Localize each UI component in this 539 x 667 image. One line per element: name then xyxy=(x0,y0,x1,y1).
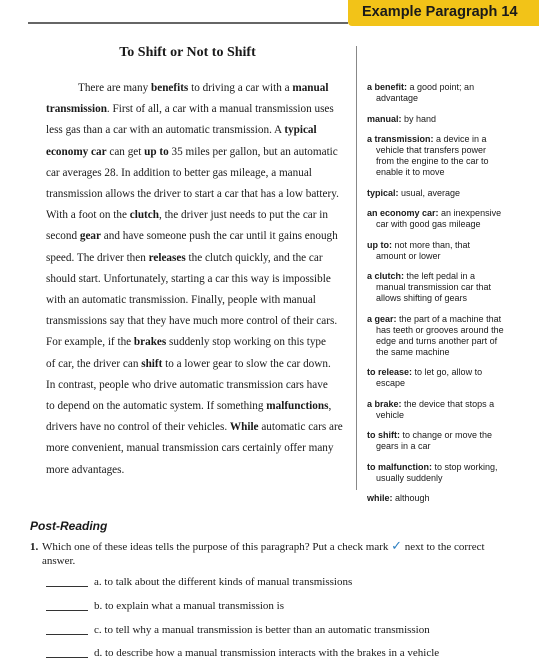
glossary-line xyxy=(367,93,537,104)
glossary-line xyxy=(367,82,537,93)
header-tab xyxy=(348,0,539,26)
glossary-definition: advantage xyxy=(376,93,419,103)
glossary-term: a benefit: xyxy=(367,82,408,92)
glossary-entry xyxy=(367,114,537,125)
glossary-definition: vehicle that transfers power xyxy=(376,145,487,155)
glossary-line xyxy=(367,188,537,199)
glossary-line xyxy=(367,240,537,251)
vocab-term: shift xyxy=(141,357,163,370)
glossary-entry xyxy=(367,271,537,304)
glossary-definition: not more than, that xyxy=(392,239,471,250)
glossary-line xyxy=(367,271,537,282)
glossary-definition: amount or lower xyxy=(376,250,441,261)
glossary-line xyxy=(367,441,537,452)
paragraph-line: For example, if the brakes suddenly stop working on this type xyxy=(46,336,326,349)
column-divider xyxy=(356,46,357,490)
question-text-before: Which one of these ideas tells the purpose of this paragraph? Put a check mark xyxy=(42,541,392,553)
vocab-term: clutch xyxy=(129,209,159,222)
glossary-term: while: xyxy=(367,493,393,503)
glossary-definition: a good point; an xyxy=(407,82,475,92)
glossary-entry xyxy=(367,462,537,484)
answer-blank[interactable] xyxy=(46,634,88,635)
answer-option xyxy=(46,647,526,661)
paragraph-line: In contrast, people who drive automatic transmission cars have xyxy=(46,378,328,391)
vocab-term: manual xyxy=(292,82,329,94)
paragraph-line: of car, the driver can shift to a lower gear to slow the car down. xyxy=(46,357,331,370)
answer-option xyxy=(46,576,526,590)
question-number: 1. xyxy=(30,541,39,553)
vocab-term: up to xyxy=(144,145,169,158)
glossary-entry xyxy=(367,430,537,452)
answer-option-text: a. to talk about the different kinds of manual transmissions xyxy=(94,576,353,588)
glossary-line xyxy=(367,156,537,167)
glossary-definition: to stop working, xyxy=(432,461,498,472)
glossary-line xyxy=(367,145,537,156)
glossary-definition: to let go, allow to xyxy=(412,367,483,377)
paragraph-line: economy car can get up to 35 miles per gallon, but an automatic xyxy=(46,145,338,158)
glossary-line xyxy=(367,367,537,378)
answer-blank[interactable] xyxy=(46,610,88,611)
glossary-definition: the part of a machine that xyxy=(396,313,502,324)
glossary-definition: has teeth or grooves around the xyxy=(376,324,504,335)
header-rule xyxy=(28,22,348,24)
glossary-definition: to change or move the xyxy=(400,430,493,440)
glossary-term: typical: xyxy=(367,187,399,198)
paragraph-line: transmission. First of all, a car with a manual transmission uses xyxy=(46,103,334,116)
glossary-term: a clutch: xyxy=(367,271,405,281)
paragraph-line: to depend on the automatic system. If something malfunctions, xyxy=(46,400,332,413)
vocab-term: releases xyxy=(148,251,186,264)
glossary-definition: usual, average xyxy=(398,187,461,198)
answer-option xyxy=(46,600,526,614)
glossary-entry xyxy=(367,188,537,199)
paragraph-line: drivers have no control of their vehicles. While automatic cars are xyxy=(46,421,343,434)
glossary-line xyxy=(367,251,537,262)
glossary-entry xyxy=(367,82,537,104)
glossary-line xyxy=(367,473,537,484)
glossary-definition: the left pedal in a xyxy=(404,271,476,281)
glossary-term: to malfunction: xyxy=(367,461,432,472)
glossary-line xyxy=(367,399,537,410)
question-text-after: next to the correct xyxy=(402,541,485,553)
glossary-line xyxy=(367,167,537,178)
article-title: To Shift or Not to Shift xyxy=(119,45,256,60)
vocab-term: typical xyxy=(284,124,317,137)
glossary-definition: manual transmission car that xyxy=(376,282,492,292)
glossary-definition: car with good gas mileage xyxy=(376,219,481,229)
glossary-definition: by hand xyxy=(401,113,437,124)
glossary-entry xyxy=(367,314,537,358)
glossary-line xyxy=(367,134,537,145)
paragraph-line: should start. Unfortunately, starting a car this way is impossible xyxy=(46,272,331,285)
vocab-term: malfunctions xyxy=(266,400,329,413)
glossary-definition: an inexpensive xyxy=(438,208,502,218)
glossary xyxy=(367,82,537,514)
glossary-entry xyxy=(367,134,537,178)
glossary-definition: from the engine to the car to xyxy=(376,156,489,166)
glossary-term: a gear: xyxy=(367,313,397,324)
glossary-definition: the same machine xyxy=(376,346,450,357)
glossary-line xyxy=(367,293,537,304)
paragraph-line: with an automatic transmission. Finally, people with manual xyxy=(46,294,316,307)
glossary-line xyxy=(367,208,537,219)
glossary-term: an economy car: xyxy=(367,208,439,218)
question-text-line-2: answer. xyxy=(42,555,76,567)
glossary-line xyxy=(367,282,537,293)
glossary-definition: usually suddenly xyxy=(376,472,443,483)
vocab-term: brakes xyxy=(133,336,167,349)
check-mark-icon: ✓ xyxy=(391,539,403,554)
glossary-term: manual: xyxy=(367,113,402,124)
vocab-term: While xyxy=(229,421,259,434)
glossary-definition: escape xyxy=(376,378,406,388)
glossary-entry xyxy=(367,367,537,389)
answer-option-text: d. to describe how a manual transmission interacts with the brakes in a vehicle xyxy=(94,647,440,659)
glossary-definition: enable it to move xyxy=(376,167,445,177)
glossary-line xyxy=(367,325,537,336)
answer-option-text: b. to explain what a manual transmission is xyxy=(94,600,285,612)
paragraph-line: transmission allows the driver to start a car that has a low battery. xyxy=(46,188,339,201)
paragraph-line: second gear and have someone push the car until it gains enough xyxy=(46,230,338,243)
glossary-definition: although xyxy=(392,493,430,503)
glossary-term: a transmission: xyxy=(367,134,434,144)
answer-blank[interactable] xyxy=(46,586,88,587)
glossary-definition: the device that stops a xyxy=(401,398,495,409)
paragraph-line: There are many benefits to driving a car with a manual xyxy=(78,82,329,94)
glossary-entry xyxy=(367,208,537,230)
glossary-definition: gears in a car xyxy=(376,441,431,451)
paragraph-line: transmissions say that they have much more control of their cars. xyxy=(46,315,338,328)
glossary-term: to release: xyxy=(367,367,413,377)
paragraph-line: more convenient, manual transmission cars certainly offer many xyxy=(46,442,334,455)
glossary-line xyxy=(367,336,537,347)
glossary-entry xyxy=(367,493,537,504)
header-tab-label: Example Paragraph 14 xyxy=(362,4,518,20)
vocab-term: transmission xyxy=(46,103,107,116)
paragraph-line: less gas than a car with an automatic transmission. A typical xyxy=(46,124,317,137)
glossary-line xyxy=(367,410,537,421)
glossary-definition: vehicle xyxy=(376,409,405,420)
glossary-line xyxy=(367,430,537,441)
paragraph-line: With a foot on the clutch, the driver just needs to put the car in xyxy=(46,209,328,222)
glossary-entry xyxy=(367,399,537,421)
glossary-line xyxy=(367,462,537,473)
paragraph-line: speed. The driver then releases the clutch quickly, and the car xyxy=(46,251,323,264)
question-1 xyxy=(30,540,535,568)
answer-option-text: c. to tell why a manual transmission is better than an automatic transmission xyxy=(94,624,430,636)
glossary-definition: allows shifting of gears xyxy=(376,293,468,303)
glossary-term: a brake: xyxy=(367,398,402,409)
glossary-term: to shift: xyxy=(367,430,400,440)
glossary-definition: edge and turns another part of xyxy=(376,335,498,346)
paragraph-line: car averages 28. In addition to better gas mileage, a manual xyxy=(46,166,312,179)
glossary-line xyxy=(367,347,537,358)
glossary-line xyxy=(367,219,537,230)
vocab-term: benefits xyxy=(151,82,189,94)
vocab-term: economy car xyxy=(46,145,107,158)
answer-blank[interactable] xyxy=(46,657,88,658)
glossary-line xyxy=(367,314,537,325)
article-paragraph xyxy=(46,78,342,481)
vocab-term: gear xyxy=(79,230,101,243)
glossary-line xyxy=(367,114,537,125)
glossary-definition: a device in a xyxy=(433,134,487,144)
paragraph-line: more advantages. xyxy=(46,463,125,476)
post-reading-heading: Post-Reading xyxy=(30,519,108,533)
glossary-entry xyxy=(367,240,537,262)
question-text-line-1 xyxy=(30,540,535,554)
glossary-line xyxy=(367,493,537,504)
glossary-term: up to: xyxy=(367,239,392,250)
glossary-line xyxy=(367,378,537,389)
answer-option xyxy=(46,624,526,638)
